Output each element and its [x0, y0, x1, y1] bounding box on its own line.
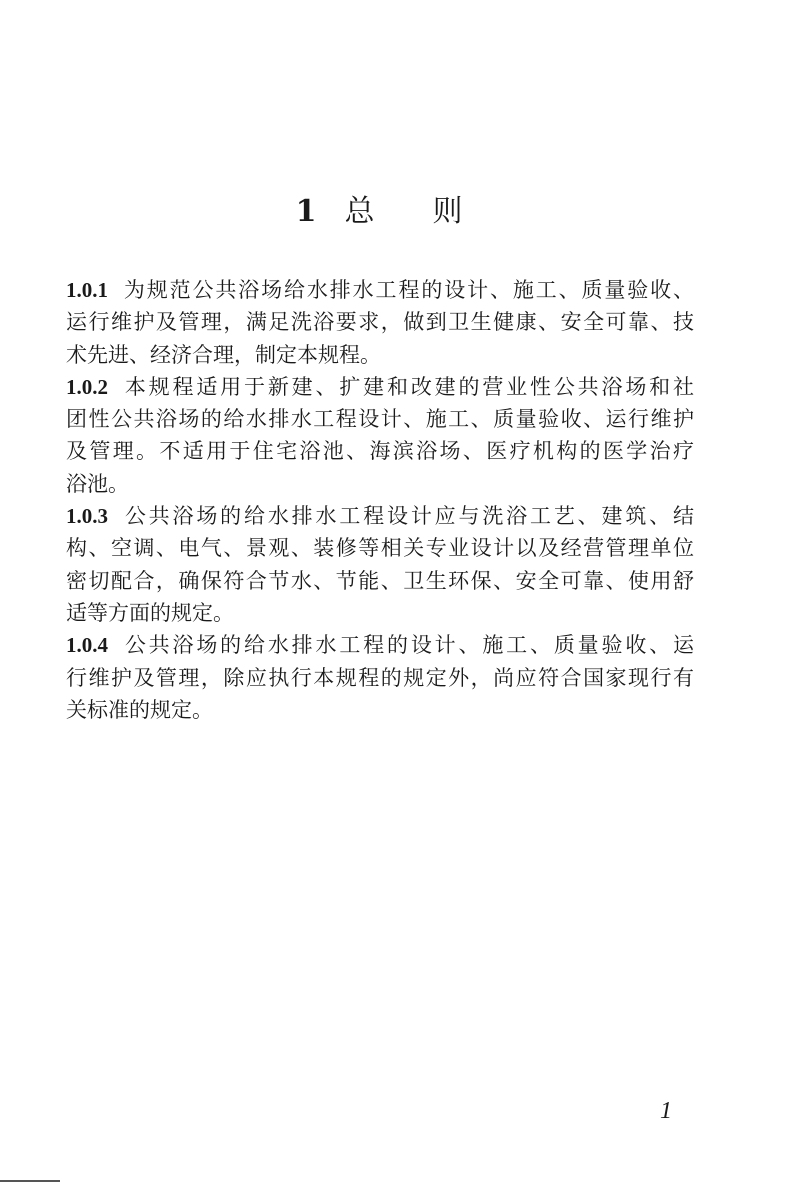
section-line	[66, 403, 694, 435]
section-text: 术先进、经济合理，制定本规程。	[66, 342, 381, 367]
section-text: 密切配合，确保符合节水、节能、卫生环保、安全可靠、使用舒	[66, 568, 694, 593]
section-line	[66, 597, 694, 629]
section-text: 公共浴场的给水排水工程设计应与洗浴工艺、建筑、结	[122, 504, 694, 529]
section-line	[66, 500, 694, 532]
section-text: 行维护及管理，除应执行本规程的规定外，尚应符合国家现行有	[66, 665, 694, 690]
section-line	[66, 435, 694, 467]
section-line	[66, 306, 694, 338]
chapter-title-char: 则	[432, 194, 465, 229]
chapter-title	[0, 186, 760, 230]
section-line	[66, 339, 694, 371]
section-line	[66, 694, 694, 726]
section-line	[66, 532, 694, 564]
section-text: 适等方面的规定。	[66, 600, 234, 625]
chapter-number: 1	[295, 194, 319, 229]
section-line	[66, 371, 694, 403]
section-line	[66, 565, 694, 597]
section-text: 团性公共浴场的给水排水工程设计、施工、质量验收、运行维护	[66, 407, 694, 432]
section-text: 关标准的规定。	[66, 697, 213, 722]
chapter-body	[66, 274, 694, 726]
section-number: 1.0.1	[66, 278, 108, 302]
section-text: 浴池。	[66, 471, 129, 496]
section-line	[66, 662, 694, 694]
chapter-title-char: 总	[344, 194, 377, 229]
section-line	[66, 629, 694, 661]
section-number: 1.0.3	[66, 504, 108, 529]
section-text: 构、空调、电气、景观、装修等相关专业设计以及经营管理单位	[66, 536, 694, 561]
page-number: 1	[660, 1098, 672, 1124]
section-text: 为规范公共浴场给水排水工程的设计、施工、质量验收、	[122, 278, 694, 302]
section-text: 及管理。不适用于住宅浴池、海滨浴场、医疗机构的医学治疗	[66, 439, 694, 464]
section-text: 运行维护及管理，满足洗浴要求，做到卫生健康、安全可靠、技	[66, 310, 694, 335]
section-text: 公共浴场的给水排水工程的设计、施工、质量验收、运	[122, 633, 694, 658]
section-line	[66, 274, 694, 306]
page-edge-mark	[0, 1180, 60, 1182]
section-text: 本规程适用于新建、扩建和改建的营业性公共浴场和社	[122, 374, 694, 399]
section-line	[66, 468, 694, 500]
section-number: 1.0.2	[66, 374, 108, 399]
section-number: 1.0.4	[66, 633, 108, 658]
